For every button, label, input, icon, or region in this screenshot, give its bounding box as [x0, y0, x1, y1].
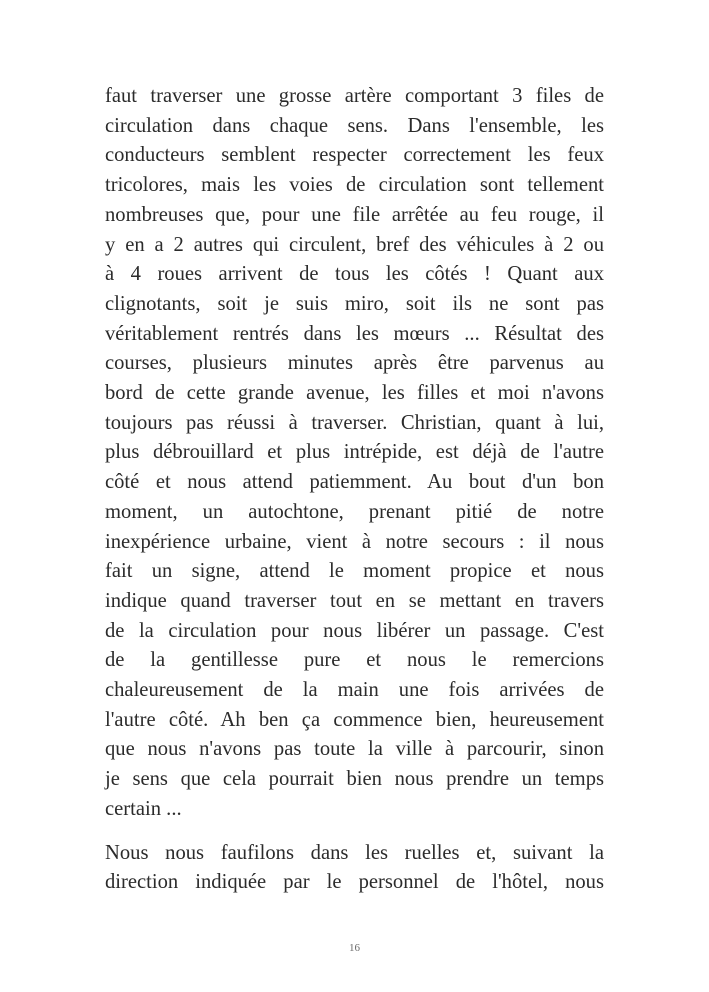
page-number: 16 — [349, 942, 360, 954]
text-line: Nous nous faufilons dans les ruelles et, suivant la — [105, 841, 604, 864]
paragraph-1 — [105, 82, 604, 825]
text-line: direction indiquée par le personnel de l'hôtel, nous — [105, 871, 604, 894]
page-body — [105, 82, 604, 898]
text-line: je sens que cela pourrait bien nous prendre un temps — [105, 768, 604, 791]
text-line: côté et nous attend patiemment. Au bout d'un bon — [105, 471, 604, 494]
text-line: fait un signe, attend le moment propice et nous — [105, 560, 604, 583]
text-line: clignotants, soit je suis miro, soit ils ne sont pas — [105, 292, 604, 315]
text-line: courses, plusieurs minutes après être parvenus au — [105, 352, 604, 375]
text-line: de la circulation pour nous libérer un passage. C'est — [105, 619, 604, 642]
text-line: toujours pas réussi à traverser. Christian, quant à lui, — [105, 411, 604, 434]
text-line: chaleureusement de la main une fois arrivées de — [105, 679, 604, 702]
text-line: de la gentillesse pure et nous le remercions — [105, 649, 604, 672]
text-line: certain ... — [105, 797, 182, 820]
text-line: véritablement rentrés dans les mœurs ... Résultat des — [105, 322, 604, 345]
paragraph-2 — [105, 839, 604, 898]
text-line: inexpérience urbaine, vient à notre secours : il nous — [105, 530, 604, 553]
text-line: à 4 roues arrivent de tous les côtés ! Quant aux — [105, 263, 604, 286]
text-line: tricolores, mais les voies de circulation sont tellement — [105, 174, 604, 197]
text-line: plus débrouillard et plus intrépide, est déjà de l'autre — [105, 441, 604, 464]
text-line: que nous n'avons pas toute la ville à parcourir, sinon — [105, 738, 604, 761]
text-line: indique quand traverser tout en se mettant en travers — [105, 589, 604, 612]
text-line: circulation dans chaque sens. Dans l'ensemble, les — [105, 114, 604, 137]
text-line: nombreuses que, pour une file arrêtée au feu rouge, il — [105, 203, 604, 226]
text-line: bord de cette grande avenue, les filles et moi n'avons — [105, 382, 604, 405]
text-line: faut traverser une grosse artère comportant 3 files de — [105, 85, 604, 107]
text-line: y en a 2 autres qui circulent, bref des véhicules à 2 ou — [105, 233, 604, 256]
text-line: l'autre côté. Ah ben ça commence bien, heureusement — [105, 708, 604, 731]
text-line: conducteurs semblent respecter correctement les feux — [105, 144, 604, 167]
text-line: moment, un autochtone, prenant pitié de notre — [105, 500, 604, 523]
